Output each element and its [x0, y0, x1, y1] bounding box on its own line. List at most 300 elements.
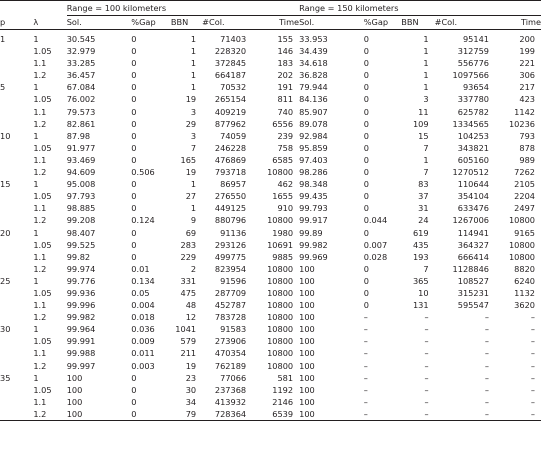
cell-col-150: 114941 — [457, 227, 490, 238]
cell-p — [0, 190, 33, 202]
cell-time-150: 10236 — [508, 118, 535, 129]
cell-lambda: 1.05 — [33, 46, 52, 57]
cell-gap-150: 0 — [363, 263, 369, 274]
cell-time-150: 9165 — [514, 227, 535, 238]
cell-time-100: 6539 — [252, 408, 299, 421]
cell-gap-100: 0 — [131, 118, 137, 129]
cell-col-150: 625782 — [457, 106, 490, 117]
cell-time-150: 10800 — [508, 239, 535, 250]
cell-sol-100: 91.977 — [66, 142, 96, 153]
cell-col-100: 91136 — [220, 227, 247, 238]
cell-bbn-100: 283 — [180, 239, 197, 250]
cell-time-100: 191 — [277, 82, 294, 93]
cell-gap-100: 0 — [131, 34, 137, 44]
cell-bbn-100: 48 — [185, 300, 197, 311]
cell-p: 20 — [0, 227, 11, 238]
cell-sol-150: 34.618 — [299, 58, 328, 69]
cell-bbn-150: 10 — [418, 287, 429, 298]
cell-sol-100: 100 — [66, 384, 83, 395]
cell-gap-100: 0 — [131, 142, 137, 153]
cell-sol-150: 99.982 — [299, 239, 328, 250]
cell-p — [0, 166, 33, 178]
cell-time-100: 462 — [277, 179, 294, 190]
cell-p: 10 — [0, 130, 11, 141]
cell-sol-150: 100 — [299, 312, 315, 323]
cell-lambda: 1.2 — [33, 118, 47, 129]
cell-bbn-100: 1 — [190, 179, 197, 190]
cell-col-100: 228320 — [214, 46, 247, 57]
cell-col-150: – — [484, 336, 490, 347]
cell-time-150: 1132 — [514, 287, 535, 298]
cell-lambda: 1 — [33, 324, 39, 335]
cell-col-150: – — [435, 408, 495, 421]
cell-col-150: 104253 — [457, 130, 490, 141]
cell-col-100: 287709 — [214, 287, 247, 298]
cell-sol-150: 100 — [299, 372, 315, 383]
cell-gap-100: 0 — [131, 130, 137, 141]
cell-sol-100: 95.008 — [66, 179, 96, 190]
table-row — [0, 360, 541, 372]
table-row — [0, 335, 541, 347]
cell-p: 30 — [0, 324, 11, 335]
table-row — [0, 239, 541, 251]
cell-bbn-100: 12 — [185, 312, 197, 323]
cell-gap-100: 0 — [131, 239, 137, 250]
cell-lambda: 1 — [33, 275, 39, 286]
cell-bbn-150: 193 — [412, 251, 429, 262]
cell-bbn-150: 3 — [423, 94, 429, 105]
cell-bbn-100: 331 — [180, 275, 197, 286]
cell-time-150: 1142 — [514, 106, 535, 117]
cell-sol-100: 93.469 — [66, 154, 96, 165]
cell-col-100: 664187 — [214, 70, 247, 81]
cell-time-100: 581 — [277, 372, 294, 383]
table-row — [0, 190, 541, 202]
cell-sol-150: 92.984 — [299, 130, 328, 141]
cell-p — [0, 118, 33, 130]
cell-time-150: 2204 — [514, 191, 535, 202]
cell-sol-100: 82.861 — [66, 118, 96, 129]
cell-time-150: 2105 — [514, 179, 535, 190]
cell-col-150: 633476 — [457, 203, 490, 214]
cell-bbn-150: 131 — [412, 300, 429, 311]
cell-sol-150: 100 — [299, 287, 315, 298]
cell-sol-150: 79.944 — [299, 82, 328, 93]
cell-col-150: – — [484, 396, 490, 407]
cell-bbn-150: 365 — [412, 275, 429, 286]
cell-bbn-100: 27 — [185, 191, 197, 202]
cell-p — [0, 214, 33, 226]
cell-gap-150: 0 — [363, 82, 369, 93]
cell-time-100: 10800 — [267, 360, 294, 371]
cell-gap-150: – — [363, 336, 368, 347]
cell-gap-100: 0 — [131, 203, 137, 214]
cell-lambda: 1.1 — [33, 154, 47, 165]
cell-lambda: 1.1 — [33, 300, 47, 311]
cell-time-150: 989 — [519, 154, 535, 165]
cell-p — [0, 360, 33, 372]
cell-gap-150: – — [363, 360, 368, 371]
cell-col-150: 343821 — [457, 142, 490, 153]
cell-sol-150: 33.953 — [299, 34, 328, 44]
cell-gap-100: 0.124 — [131, 215, 155, 226]
cell-gap-150: – — [363, 384, 368, 395]
cell-bbn-150: 7 — [423, 167, 429, 178]
cell-time-150: – — [530, 384, 535, 395]
cell-gap-100: 0 — [131, 94, 137, 105]
cell-p — [0, 347, 33, 359]
cell-gap-150: 0 — [363, 130, 369, 141]
cell-time-100: 910 — [277, 203, 294, 214]
cell-time-100: 146 — [277, 46, 294, 57]
cell-time-150: – — [530, 348, 535, 359]
cell-bbn-150: – — [424, 348, 429, 359]
cell-gap-100: 0.05 — [131, 287, 150, 298]
cell-gap-100: 0.01 — [131, 263, 150, 274]
cell-bbn-100: 19 — [185, 94, 197, 105]
cell-bbn-150: – — [424, 324, 429, 335]
cell-sol-150: 85.907 — [299, 106, 328, 117]
cell-col-150: 364327 — [457, 239, 490, 250]
cell-col-150: 605160 — [457, 154, 490, 165]
cell-bbn-100: 3 — [190, 130, 197, 141]
cell-p — [0, 154, 33, 166]
cell-gap-150: 0 — [363, 106, 369, 117]
cell-bbn-150: 7 — [423, 263, 429, 274]
cell-bbn-100: 34 — [185, 396, 197, 407]
cell-col-100: 783728 — [214, 312, 247, 323]
cell-time-100: 10800 — [267, 348, 294, 359]
cell-time-100: 239 — [277, 130, 294, 141]
cell-gap-150: 0 — [363, 227, 369, 238]
cell-time-100: 10800 — [267, 215, 294, 226]
cell-bbn-150: – — [424, 312, 429, 323]
cell-gap-150: 0 — [363, 191, 369, 202]
cell-gap-100: 0.134 — [131, 275, 155, 286]
cell-col-150: 108527 — [457, 275, 490, 286]
cell-time-100: 10800 — [267, 336, 294, 347]
cell-lambda: 1.2 — [33, 360, 47, 371]
cell-gap-150: – — [364, 408, 402, 421]
cell-col-100: 273906 — [214, 336, 247, 347]
col-header-p: p — [0, 16, 33, 30]
col-header-col: #Col. — [435, 16, 495, 30]
cell-col-100: 71403 — [220, 34, 247, 44]
cell-bbn-150: 83 — [418, 179, 429, 190]
cell-col-100: 91583 — [220, 324, 247, 335]
cell-col-150: 1097566 — [452, 70, 490, 81]
cell-col-100: 246228 — [214, 142, 247, 153]
cell-bbn-150: – — [424, 372, 429, 383]
cell-gap-150: – — [363, 312, 368, 323]
cell-sol-100: 99.208 — [66, 215, 96, 226]
cell-p — [0, 57, 33, 69]
cell-col-100: 499775 — [214, 251, 247, 262]
cell-sol-100: 99.991 — [66, 336, 96, 347]
cell-p — [0, 93, 33, 105]
col-header-lambda: λ — [33, 16, 66, 30]
cell-gap-100: 0 — [131, 46, 137, 57]
cell-col-150: – — [484, 324, 490, 335]
cell-time-150: 8820 — [514, 263, 535, 274]
cell-col-150: 1334565 — [452, 118, 490, 129]
cell-col-100: 77066 — [220, 372, 247, 383]
cell-bbn-150: 7 — [423, 142, 429, 153]
col-header-gap: %Gap — [131, 16, 171, 30]
cell-gap-100: 0 — [131, 251, 137, 262]
cell-bbn-150: 435 — [412, 239, 429, 250]
cell-time-100: 6556 — [272, 118, 294, 129]
cell-col-100: 877962 — [214, 118, 247, 129]
cell-sol-150: 99.435 — [299, 191, 328, 202]
cell-bbn-150: 1 — [423, 34, 429, 44]
table-row — [0, 311, 541, 323]
cell-col-150: – — [484, 372, 490, 383]
cell-bbn-100: 23 — [185, 372, 197, 383]
table-row — [0, 251, 541, 263]
cell-bbn-100: 1 — [190, 70, 197, 81]
cell-bbn-100: 2 — [190, 263, 197, 274]
cell-col-100: 237368 — [214, 384, 247, 395]
cell-sol-100: 99.982 — [66, 312, 96, 323]
cell-col-100: 470354 — [214, 348, 247, 359]
cell-gap-100: 0 — [131, 396, 137, 407]
cell-gap-100: 0 — [131, 179, 137, 190]
cell-gap-100: 0 — [131, 384, 137, 395]
cell-col-100: 70532 — [220, 82, 247, 93]
table-row — [0, 372, 541, 384]
cell-time-100: 1192 — [272, 384, 294, 395]
cell-bbn-150: – — [424, 336, 429, 347]
cell-time-150: – — [530, 396, 535, 407]
table-row — [0, 263, 541, 275]
cell-time-100: 183 — [277, 58, 294, 69]
cell-lambda: 1.05 — [33, 239, 52, 250]
cell-lambda: 1.05 — [33, 287, 52, 298]
cell-sol-100: 97.793 — [66, 191, 96, 202]
col-header-gap: %Gap — [364, 16, 402, 30]
cell-sol-150: 99.89 — [299, 227, 323, 238]
cell-p — [0, 106, 33, 118]
cell-sol-150: 100 — [299, 360, 315, 371]
cell-sol-100: 98.885 — [66, 203, 96, 214]
cell-bbn-100: 1 — [190, 34, 197, 44]
cell-col-100: 413932 — [214, 396, 247, 407]
cell-sol-150: 89.078 — [299, 118, 328, 129]
cell-col-100: 793718 — [214, 167, 247, 178]
table-row — [0, 81, 541, 93]
col-header-time: Time — [495, 16, 541, 30]
cell-p — [0, 396, 33, 408]
cell-bbn-150: – — [424, 360, 429, 371]
cell-sol-150: 99.969 — [299, 251, 328, 262]
table-row — [0, 142, 541, 154]
cell-p — [0, 287, 33, 299]
cell-bbn-150: – — [424, 384, 429, 395]
col-header-time: Time — [252, 16, 299, 30]
cell-col-150: – — [484, 348, 490, 359]
cell-lambda: 1.05 — [33, 336, 52, 347]
cell-sol-100: 79.573 — [66, 106, 96, 117]
cell-time-100: 758 — [277, 142, 294, 153]
cell-time-150: – — [530, 372, 535, 383]
table-row — [0, 154, 541, 166]
cell-lambda: 1 — [33, 179, 39, 190]
cell-sol-100: 99.996 — [66, 300, 96, 311]
table-row — [0, 287, 541, 299]
cell-gap-100: 0.004 — [131, 300, 155, 311]
cell-col-100: 409219 — [214, 106, 247, 117]
cell-p: 5 — [0, 82, 6, 93]
cell-gap-100: 0 — [131, 106, 137, 117]
cell-p — [0, 311, 33, 323]
cell-gap-150: – — [363, 372, 368, 383]
cell-gap-100: 0.003 — [131, 360, 155, 371]
cell-time-100: 10800 — [267, 275, 294, 286]
cell-p — [0, 202, 33, 214]
cell-col-100: 265154 — [214, 94, 247, 105]
cell-p — [0, 384, 33, 396]
cell-col-150: 110644 — [457, 179, 490, 190]
cell-time-100: 10691 — [267, 239, 294, 250]
cell-col-150: – — [484, 384, 490, 395]
col-header-col: #Col. — [202, 16, 252, 30]
cell-lambda: 1.05 — [33, 94, 52, 105]
cell-sol-100: 87.98 — [66, 130, 91, 141]
cell-sol-150: 34.439 — [299, 46, 328, 57]
cell-bbn-150: – — [401, 408, 434, 421]
cell-lambda: 1.2 — [33, 215, 47, 226]
cell-bbn-100: 19 — [185, 167, 197, 178]
cell-time-150: 10800 — [508, 251, 535, 262]
cell-col-150: 595547 — [457, 300, 490, 311]
cell-time-100: 10800 — [267, 300, 294, 311]
col-header-sol: Sol. — [67, 16, 132, 30]
cell-p — [0, 408, 33, 421]
cell-col-100: 823954 — [214, 263, 247, 274]
cell-p: 35 — [0, 372, 11, 383]
cell-sol-150: 95.859 — [299, 142, 328, 153]
cell-col-150: 93654 — [462, 82, 490, 93]
cell-bbn-100: 79 — [171, 408, 202, 421]
cell-gap-100: 0 — [131, 154, 137, 165]
cell-p: 25 — [0, 275, 11, 286]
cell-gap-150: 0 — [363, 275, 369, 286]
cell-gap-100: 0.009 — [131, 336, 155, 347]
cell-p — [0, 263, 33, 275]
cell-sol-150: 100 — [299, 408, 364, 421]
table-row — [0, 275, 541, 287]
cell-sol-150: 100 — [299, 384, 315, 395]
cell-time-100: 10800 — [267, 324, 294, 335]
cell-gap-100: 0.018 — [131, 312, 155, 323]
cell-p — [0, 45, 33, 57]
cell-time-150: 7262 — [514, 167, 535, 178]
cell-time-100: 10800 — [267, 167, 294, 178]
cell-time-100: 6585 — [272, 154, 294, 165]
cell-gap-100: 0 — [131, 227, 137, 238]
cell-time-150: – — [530, 324, 535, 335]
cell-gap-150: 0 — [363, 142, 369, 153]
cell-col-150: 315231 — [457, 287, 490, 298]
cell-bbn-150: 1 — [423, 58, 429, 69]
cell-gap-150: – — [363, 396, 368, 407]
cell-gap-150: 0.007 — [363, 239, 388, 250]
cell-bbn-150: – — [424, 396, 429, 407]
cell-bbn-100: 19 — [185, 360, 197, 371]
cell-lambda: 1.2 — [33, 70, 47, 81]
cell-bbn-150: 619 — [412, 227, 429, 238]
table-row — [0, 57, 541, 69]
cell-sol-100: 99.988 — [66, 348, 96, 359]
cell-col-150: 666414 — [457, 251, 490, 262]
cell-time-150: 878 — [519, 142, 535, 153]
cell-time-100: 2146 — [272, 396, 294, 407]
cell-gap-100: 0.011 — [131, 348, 155, 359]
cell-time-100: 10800 — [267, 287, 294, 298]
cell-lambda: 1.1 — [33, 58, 47, 69]
cell-bbn-100: 1 — [190, 58, 197, 69]
cell-sol-150: 100 — [299, 275, 315, 286]
cell-lambda: 1.05 — [33, 142, 52, 153]
cell-col-100: 372845 — [214, 58, 247, 69]
cell-bbn-100: 9 — [190, 215, 197, 226]
cell-gap-150: 0.028 — [363, 251, 388, 262]
cell-sol-150: 100 — [299, 324, 315, 335]
cell-bbn-150: 1 — [423, 154, 429, 165]
cell-bbn-100: 229 — [180, 251, 197, 262]
cell-bbn-100: 7 — [190, 142, 197, 153]
cell-col-150: 354104 — [457, 191, 490, 202]
cell-gap-150: 0 — [363, 167, 369, 178]
cell-gap-150: 0 — [363, 300, 369, 311]
cell-bbn-100: 579 — [180, 336, 197, 347]
cell-col-150: 1270512 — [452, 167, 490, 178]
cell-sol-100: 33.285 — [66, 58, 96, 69]
cell-time-100: 9885 — [272, 251, 294, 262]
cell-bbn-100: 1 — [190, 82, 197, 93]
cell-time-100: 202 — [277, 70, 294, 81]
cell-sol-150: 99.917 — [299, 215, 328, 226]
cell-gap-100: 0.036 — [131, 324, 155, 335]
cell-col-150: – — [484, 312, 490, 323]
cell-gap-100: 0.506 — [131, 167, 155, 178]
table-row — [0, 408, 541, 421]
cell-time-100: 10800 — [267, 312, 294, 323]
cell-bbn-150: 31 — [418, 203, 429, 214]
cell-lambda: 1.1 — [33, 106, 47, 117]
cell-p: 15 — [0, 179, 11, 190]
cell-lambda: 1.1 — [33, 348, 47, 359]
table-row — [0, 384, 541, 396]
cell-bbn-100: 1041 — [175, 324, 197, 335]
cell-gap-150: 0.044 — [363, 215, 388, 226]
cell-col-150: 95141 — [462, 34, 490, 44]
cell-sol-150: 84.136 — [299, 94, 328, 105]
cell-time-150: 3620 — [514, 300, 535, 311]
cell-sol-100: 99.776 — [66, 275, 96, 286]
cell-col-100: 762189 — [214, 360, 247, 371]
cell-bbn-150: 24 — [418, 215, 429, 226]
cell-sol-100: 94.609 — [66, 167, 96, 178]
cell-col-150: 312759 — [457, 46, 490, 57]
cell-sol-150: 100 — [299, 336, 315, 347]
cell-bbn-150: 1 — [423, 70, 429, 81]
cell-lambda: 1.2 — [33, 263, 47, 274]
cell-gap-150: 0 — [363, 118, 369, 129]
cell-time-150: 423 — [519, 94, 535, 105]
cell-gap-100: 0 — [131, 58, 137, 69]
